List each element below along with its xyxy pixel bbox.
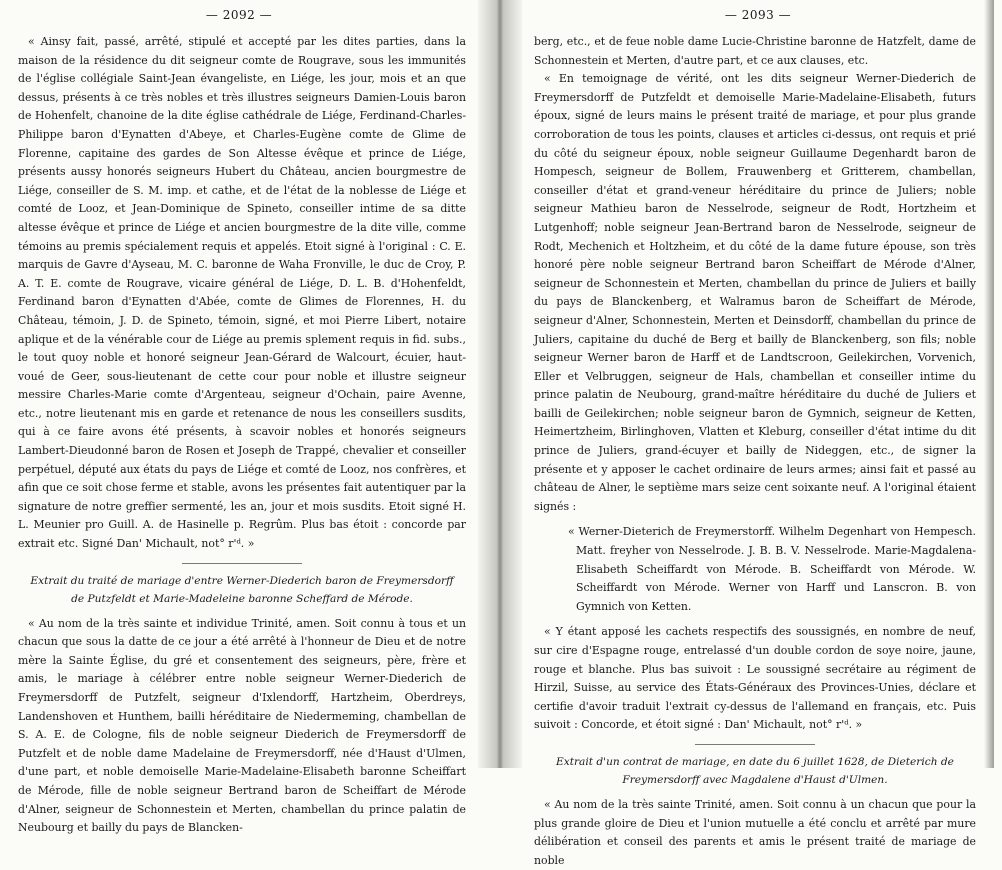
right-paragraph-3: « Y étant apposé les cachets respectifs des soussignés, en nombre de neuf, sur cire d'Espagne rouge, entrelassé d'un double cordon de soye noire, jaune, rouge et blanche. Plus bas suivoit : Le soussigné secrétaire au régiment de Hirzil, Suisse, au service des États-Généraux des Provinces-Unies, déclare et certifie d'avoir traduit l'extrait cy-dessus de l'allemand en français, etc. Puis suivoit : Concorde, et étoit signé : Dan' Michault, not° r'ᵈ. » [534,625,976,732]
section-divider [695,744,815,745]
right-page-text [534,33,976,870]
left-page-number: — 2092 — [205,8,273,22]
signatories-list: « Werner-Dieterich de Freymerstorff. Wilhelm Degenhart von Hempesch. Matt. freyher von Nesselrode. J. B. B. V. Nesselrode. Marie-Magdalena-Elisabeth Scheiffardt von Mérode. B. Scheiffardt von Mérode. W. Scheiffardt von Mérode. Werner von Harff und Lanscron. B. von Gymnich von Ketten. [568,525,976,613]
book-gutter [478,0,522,768]
right-page [522,0,994,867]
right-section-heading: Extrait d'un contrat de mariage, en date du 6 juillet 1628, de Dieterich de Freymersdorff avec Magdalene d'Haust d'Ulmen. [556,755,954,786]
left-section-paragraph-1: « Au nom de la très sainte et individue Trinité, amen. Soit connu à tous et un chacun que sous la datte de ce jour a été arrêté à l'honneur de Dieu et de notre mère la Sainte Église, du gré et consentement des seigneurs, père, frère et amis, le mariage à célébrer entre noble seigneur Werner-Diederich de Freymersdorff de Putzfelt, seigneur d'Ixlendorff, Hartzheim, Oberdreys, Landenshoven et Hunthem, bailli héréditaire de Niedermeming, chambellan de S. A. E. de Cologne, fils de noble seigneur Diederich de Freymersdorff de Putzfelt et de noble dame Madelaine de Freymersdorff, née d'Haust d'Ulmen, d'une part, et noble demoiselle Marie-Madelaine-Elisabeth baronne Scheiffart de Mérode, fille de noble seigneur Bertrand baron de Scheiffart de Mérode d'Alner, seigneur de Schonnestein et Merten, chambellan du prince palatin de Neubourg et bailly du pays de Blancken- [18,616,466,835]
right-paragraph-1: berg, etc., et de feue noble dame Lucie-Christine baronne de Hatzfelt, dame de Schonnestein et Merten, d'autre part, et ce aux clauses, etc. [534,35,976,67]
left-paragraph-1: « Ainsy fait, passé, arrêté, stipulé et accepté par les dites parties, dans la maison de la résidence du dit seigneur comte de Rougrave, sous les immunités de l'église collégiale Saint-Jean évangeliste, en Liége, les jour, mois et an que dessus, présents à ce très nobles et très illustres seigneurs Damien-Louis baron de Hohenfelt, chanoine de la dite église cathédrale de Liége, Ferdinand-Charles-Philippe baron d'Eynatten d'Abeye, et Charles-Eugène comte de Glime de Florenne, capitaine des gardes de Son Altesse évêque et prince de Liége, présents aussy honorés seigneurs Hubert du Château, ancien bourgmestre de Liége, conseiller de S. M. imp. et cathe, et de l'état de la noblesse de Liége et comté de Looz, et Jean-Dominique de Spineto, conseiller intime de sa ditte altesse évêque et prince de Liége et ancien bourgmestre de la dite ville, comme témoins au premis spécialement requis et appelés. Etoit signé à l'original : C. E. marquis de Gavre d'Ayseau, M. C. baronne de Waha Fronville, le duc de Croy, P. A. T. E. comte de Rougrave, vicaire général de Liége, D. L. B. d'Hohenfeldt, Ferdinand baron d'Eynatten d'Abée, comte de Glimes de Florennes, H. du Château, témoin, J. D. de Spineto, témoin, signé, et moi Pierre Libert, notaire aplique et de la vénérable cour de Liége au premis splement requis in fid. subs., le tout quoy noble et honoré seigneur Jean-Gérard de Walcourt, écuier, haut-voué de Geer, sous-lieutenant de cette cour pour noble et illustre seigneur messire Charles-Marie comte d'Argenteau, seigneur d'Ochain, paire Avenne, etc., notre lieutenant mis en garde et retenance de nous les conseillers susdits, qui à ce faire avons été présents, à scavoir nobles et honorés seigneurs Lambert-Dieudonné baron de Rosen et Joseph de Trappé, chevalier et conseiller perpétuel, député aux états du pays de Liége et comté de Looz, nos confrères, et afin que ce soit chose ferme et stable, avons les présentes fait autentiquer par la signature de notre greffier sermenté, les an, jour et mois susdits. Etoit signé H. L. Meunier pro Guill. A. de Hasinelle p. Regrûm. Plus bas étoit : concorde par extrait etc. Signé Dan' Michault, not° r'ᵈ. » [18,35,466,551]
page-edge-shadow [984,0,994,768]
left-page [0,0,478,835]
right-section-paragraph-1: « Au nom de la très sainte Trinité, amen. Soit connu à un chacun que pour la plus grande gloire de Dieu et l'union mutuelle a été conclu et arrêté par mure délibération et conseil des parents et amis le présent traité de mariage de noble [534,797,976,867]
section-divider [182,563,302,564]
right-paragraph-2: « En temoignage de vérité, ont les dits seigneur Werner-Diederich de Freymersdorff de Putzfeldt et demoiselle Marie-Madelaine-Elisabeth, futurs époux, signé de leurs mains le présent traité de mariage, et pour plus grande corroboration de tous les points, clauses et articles ci-dessus, ont requis et prié du côté du seigneur époux, noble seigneur Guillaume Degenhardt baron de Hompesch, seigneur de Bollem, Frauwenberg et Gritterem, chambellan, conseiller d'état et grand-veneur héréditaire du prince de Juliers; noble seigneur Mathieu baron de Nesselrode, seigneur de Rodt, Hortzheim et Lutgenhoff; noble seigneur Jean-Bertrand baron de Nesselrode, seigneur de Rodt, Mechenich et Holtzheim, et du côté de la dame future épouse, son très honoré père noble seigneur Bertrand baron Scheiffart de Mérode d'Alner, seigneur de Schonnestein et Merten, chambellan du prince de Juliers et bailly du pays de Blanckenberg, et Walramus baron de Scheiffart de Mérode, seigneur d'Alner, Schonnestein, Merten et Deinsdorff, chambellan du prince de Juliers, capitaine du duché de Berg et bailly de Blanckenberg, son fils; noble seigneur Werner baron de Harff et de Landtscroon, Geilekirchen, Vorvenich, Eller et Velbruggen, seigneur de Hals, chambellan et conseiller intime du prince palatin de Neubourg, grand-maître héréditaire du duché de Juliers et bailli de Geilekirchen; noble seigneur baron de Gymnich, seigneur de Ketten, Heimertzheim, Birlinghoven, Vlatten et Kleburg, conseiller d'état intime du dit prince de Juliers, grand-écuyer et bailly de Nideggen, etc., de signer la présente et y apposer le cachet ordinaire de leurs armes; ainsi fait et passé au château de Alner, le septième mars seize cent soixante neuf. A l'original étaient signés : [534,72,976,513]
left-page-text [18,33,466,838]
right-page-number: — 2093 — [724,8,792,22]
left-section-heading: Extrait du traité de mariage d'entre Werner-Diederich baron de Freymersdorff de Putzfeldt et Marie-Madeleine baronne Scheffard de Mérode. [30,574,454,605]
